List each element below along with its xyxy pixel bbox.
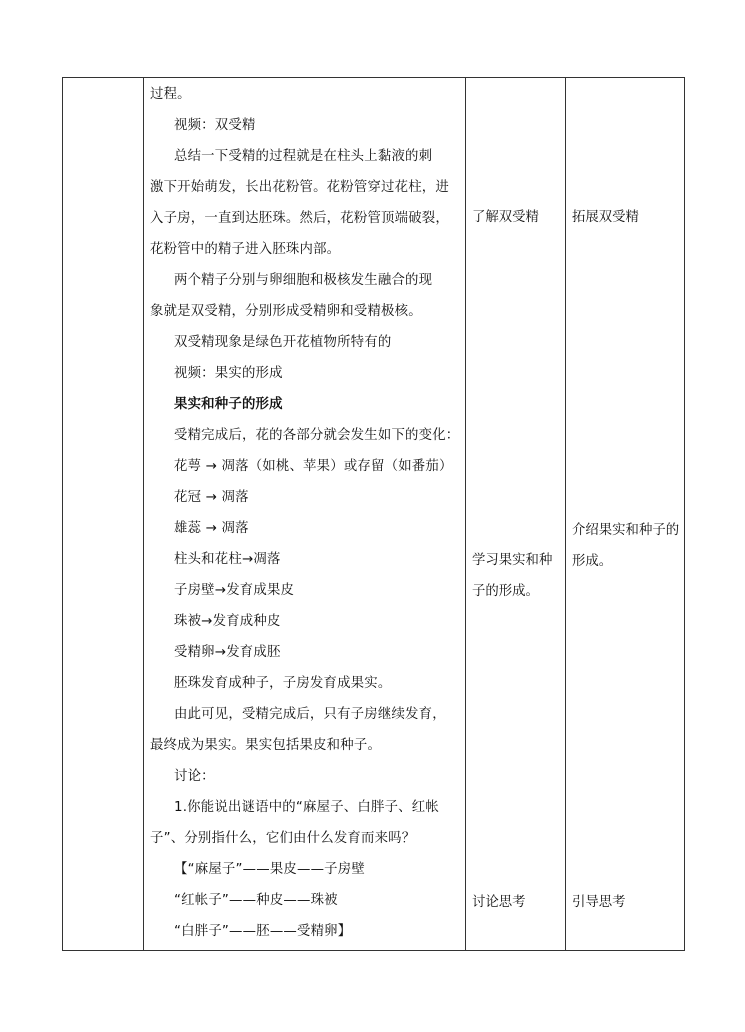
lesson-plan-table: [62, 77, 685, 951]
content-line: “红帐子”——种皮——珠被: [174, 893, 338, 908]
content-line: 最终成为果实。果实包括果皮和种子。: [150, 738, 382, 753]
content-line: 过程。: [150, 87, 191, 102]
student-activity-3: 讨论思考: [472, 895, 526, 910]
content-line: 受精完成后，花的各部分就会发生如下的变化：: [174, 428, 460, 443]
student-activity-2: 学习果实和种子的形成。: [472, 553, 553, 599]
table-row: [63, 78, 685, 951]
content-line: 两个精子分别与卵细胞和极核发生融合的现: [174, 273, 433, 288]
content-line: 视频：果实的形成: [174, 366, 283, 381]
content-line: 受精卵→发育成胚: [174, 645, 281, 660]
content-line: 子房壁→发育成果皮: [174, 583, 295, 598]
student-activity-1: 了解双受精: [472, 210, 539, 225]
content-line: “白胖子”——胚——受精卵】: [174, 924, 352, 939]
content-line: 花粉管中的精子进入胚珠内部。: [150, 242, 341, 257]
content-line: 果实和种子的形成: [174, 397, 283, 412]
teaching-content-cell: [144, 78, 466, 951]
stage-cell: [63, 78, 144, 951]
content-line: 1.你能说出谜语中的“麻屋子、白胖子、红帐: [174, 800, 439, 815]
student-activity-cell: [466, 78, 566, 951]
content-line: 雄蕊 → 凋落: [174, 521, 249, 536]
content-line: 柱头和花柱→凋落: [174, 552, 281, 567]
content-line: 入子房，一直到达胚珠。然后，花粉管顶端破裂，: [150, 211, 449, 226]
content-line: 珠被→发育成种皮: [174, 614, 281, 629]
design-intent-2: 介绍果实和种子的形成。: [572, 523, 680, 569]
design-intent-cell: [566, 78, 685, 951]
content-line: 花萼 → 凋落（如桃、苹果）或存留（如番茄）: [174, 459, 453, 474]
content-line: 激下开始萌发，长出花粉管。花粉管穿过花柱，进: [150, 180, 449, 195]
content-line: 【“麻屋子”——果皮——子房壁: [174, 862, 365, 877]
content-line: 双受精现象是绿色开花植物所特有的: [174, 335, 392, 350]
content-line: 由此可见，受精完成后，只有子房继续发育，: [174, 707, 446, 722]
content-line: 象就是双受精，分别形成受精卵和受精极核。: [150, 304, 422, 319]
content-line: 视频：双受精: [174, 118, 256, 133]
content-line: 总结一下受精的过程就是在柱头上黏液的刺: [174, 149, 433, 164]
design-intent-1: 拓展双受精: [572, 210, 639, 225]
content-line: 花冠 → 凋落: [174, 490, 249, 505]
content-line: 子”、分别指什么，它们由什么发育而来吗？: [150, 831, 416, 846]
content-line: 胚珠发育成种子，子房发育成果实。: [174, 676, 392, 691]
design-intent-3: 引导思考: [572, 895, 626, 910]
content-line: 讨论：: [174, 769, 215, 784]
